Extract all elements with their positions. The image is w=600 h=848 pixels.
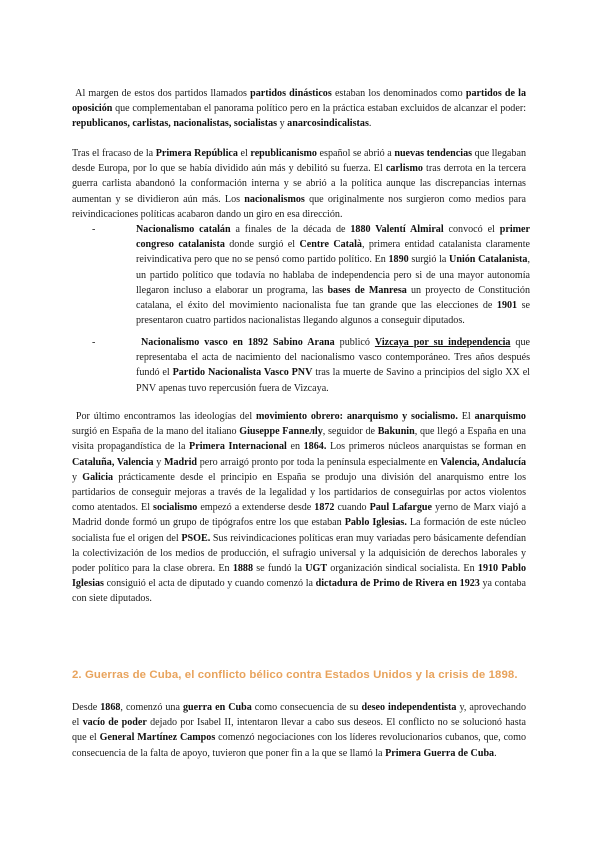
text: como consecuencia de su: [251, 702, 362, 713]
text: cuando: [334, 502, 370, 514]
bold-text: 1910 Pablo Iglesias: [72, 563, 526, 590]
bold-text: 1872: [314, 502, 335, 514]
bold-text: Primera Internacional: [189, 441, 287, 453]
bold-text: Centre Català: [299, 239, 362, 251]
list-dash: -: [92, 337, 96, 348]
text: prácticamente desde el principio en España se produjo una división del anarquismo entre los partidarios de conseguir mejoras a través de la legalidad y los partidarios de conseguirlas por actos violentos como atentados. El: [72, 471, 526, 514]
text: un proyecto de Constitución catalana, el éxito del movimiento nacionalista fue tan grande que las elecciones de: [136, 284, 531, 312]
text: Desde: [72, 702, 101, 713]
bold-text: Paul Lafargue: [369, 502, 433, 514]
text: estaban los denominados como: [331, 88, 466, 99]
text: convocó el: [443, 224, 500, 235]
bold-text: primer congreso catalanista: [136, 224, 531, 251]
section-heading: 2. Guerras de Cuba, el conflicto bélico contra Estados Unidos y la crisis de 1898.: [72, 669, 518, 681]
text: .: [494, 747, 497, 759]
text: , que llegó a España en una visita propagandística de la: [72, 426, 526, 453]
bold-text: Madrid: [163, 456, 198, 468]
text: , comenzó una: [120, 702, 183, 713]
text: , un partido político que todavía no hablaba de independencia pero si de una mayor autonomía llegaron incluso a elaborar un programa, las: [136, 254, 530, 296]
bold-text: deseo independentista: [361, 702, 457, 713]
bold-text: partidos de la oposición: [72, 88, 527, 115]
text: y, aprovechando el: [72, 702, 526, 729]
paragraph-republicanism: [72, 146, 526, 222]
bold-text: Cataluña, Valencia: [72, 456, 154, 468]
bold-text: Galicia: [82, 471, 114, 483]
bold-text: dictadura de Primo de Rivera en 1923: [315, 578, 480, 590]
bold-text: 1880 Valentí Almiral: [350, 224, 444, 235]
bold-text: movimiento obrero: anarquismo y socialismo.: [255, 411, 458, 422]
bold-text: UGT: [305, 563, 328, 575]
text: se fundó la: [253, 563, 306, 575]
bold-text: nuevas tendencias: [394, 148, 473, 159]
text: Los primeros núcleos anarquistas se forman en: [326, 441, 526, 453]
text: se presentaron cuatro partidos nacionalistas llegando algunos a conseguir diputados.: [136, 300, 531, 327]
bold-text: anarcosindicalistas: [287, 118, 369, 130]
text: y: [72, 471, 83, 483]
text: Sus reivindicaciones políticas eran muy variadas pero básicamente defendían la colectivización de los medios de producción, el sufragio universal y la adquisición de derechos laborales y poder político para la clase obrera. En: [72, 532, 526, 575]
text: surgió la: [408, 254, 450, 266]
text: empezó a extenderse desde: [197, 502, 315, 514]
text: organización sindical socialista. En: [327, 563, 478, 575]
bold-text: 1888: [232, 563, 253, 575]
bold-text: 1868: [100, 702, 121, 713]
text: que llegaban desde Europa, por lo que se había dividido aún más y debilitó su fuerza. El: [72, 148, 526, 175]
text: Por último encontramos las ideologías del: [75, 411, 256, 422]
text: a finales de la década de: [230, 224, 351, 235]
list-item-text: [136, 222, 530, 328]
bold-text: vacío de poder: [82, 717, 147, 729]
text: español se abrió a: [316, 148, 395, 159]
bold-text: republicanismo: [250, 148, 317, 159]
bold-text: Primera Guerra de Cuba: [385, 747, 495, 759]
bold-text: Primera República: [155, 148, 238, 159]
text: , primera entidad catalanista claramente reivindicativa pero que no se pensó como partido político. En: [136, 239, 530, 266]
text: publicó: [334, 337, 375, 348]
text: pero arraigó pronto por toda la península especialmente en: [197, 456, 441, 468]
bold-text: Unión Catalanista: [449, 254, 528, 266]
bold-text: General Martínez Campos: [99, 732, 216, 744]
bold-text: Pablo Iglesias.: [344, 517, 407, 529]
bold-text: Giuseppe Fanneлly: [239, 426, 323, 438]
text: en: [286, 441, 304, 453]
paragraph-cuba-war: [72, 700, 526, 761]
bold-text: PSOE.: [181, 532, 211, 544]
bold-text: nacionalismos: [244, 193, 305, 205]
text: , seguidor de: [322, 426, 378, 438]
bold-text: Nacionalismo vasco en 1892 Sabino Arana: [140, 337, 335, 348]
text: .: [368, 118, 372, 130]
bold-text: 1901: [496, 300, 518, 312]
bold-text: Nacionalismo catalán: [136, 224, 231, 235]
text: La formación de este núcleo socialista fue el origen del: [72, 517, 526, 544]
text: ya contaba con siete diputados.: [72, 578, 526, 605]
text: que originalmente nos surgieron como medios para reivindicaciones políticas acabaron dando un giro en esa dirección.: [72, 193, 526, 220]
text: el: [237, 148, 251, 159]
bold-text: Valencia, Andalucía: [440, 456, 527, 468]
bold-text: partidos dinásticos: [250, 88, 332, 99]
text: tras derrota en la tercera guerra carlista abandonó la conformación interna y se abrió a la política aunque las discrepancias internas aumentan y se dividieron aún más. Los: [72, 163, 527, 205]
text: que representaba el acta de nacimiento del nacionalismo vasco contemporáneo. Tres años después fundó el: [136, 337, 530, 379]
paragraph-labor-movement: [72, 409, 526, 607]
underlined-bold-text: Vizcaya por su independencia: [374, 337, 511, 348]
bold-text: guerra en Cuba: [182, 702, 252, 713]
list-dash: -: [92, 224, 96, 235]
bold-text: anarquismo: [474, 411, 526, 422]
text: Tras el fracaso de la: [72, 148, 156, 159]
text: y: [153, 456, 164, 468]
text: tras la muerte de Savino a principios del siglo XX el PNV apenas tuvo repercusión fuera de Vizcaya.: [136, 367, 530, 394]
text: Al margen de estos dos partidos llamados: [75, 88, 251, 99]
text: comenzó negociaciones con los líderes revolucionarios cubanos, que, como consecuencia de la falta de apoyo, tuvieron que poner fin a la que se llamó la: [72, 732, 526, 759]
paragraph-opposition-parties: [72, 86, 526, 132]
text: y: [277, 118, 288, 130]
bold-text: 1890: [388, 254, 409, 266]
bold-text: bases de Manresa: [327, 284, 407, 296]
text: donde surgió el: [224, 239, 300, 251]
list-item-text: [136, 335, 530, 396]
text: consiguió el acta de diputado y cuando comenzó la: [103, 578, 316, 590]
bold-text: Partido Nacionalista Vasco PNV: [172, 367, 313, 379]
bold-text: carlismo: [385, 163, 423, 175]
bold-text: 1864.: [303, 441, 327, 453]
bold-text: republicanos, carlistas, nacionalistas, socialistas: [72, 118, 278, 130]
bold-text: Bakunin: [377, 426, 415, 438]
text: dejado por Isabel II, intentaron llevar a cabo sus deseos. El conflicto no se solucionó hasta que el: [72, 717, 526, 744]
text: yerno de Marx viajó a Madrid donde formó un grupo de tipógrafos entre los que estaban: [72, 502, 527, 529]
bold-text: socialismo: [153, 502, 198, 514]
text: surgió en España de la mano del italiano: [72, 426, 240, 438]
text: El: [457, 411, 475, 422]
text: que complementaban el panorama político pero en la práctica estaban excluidos de alcanzar el poder:: [112, 103, 526, 115]
